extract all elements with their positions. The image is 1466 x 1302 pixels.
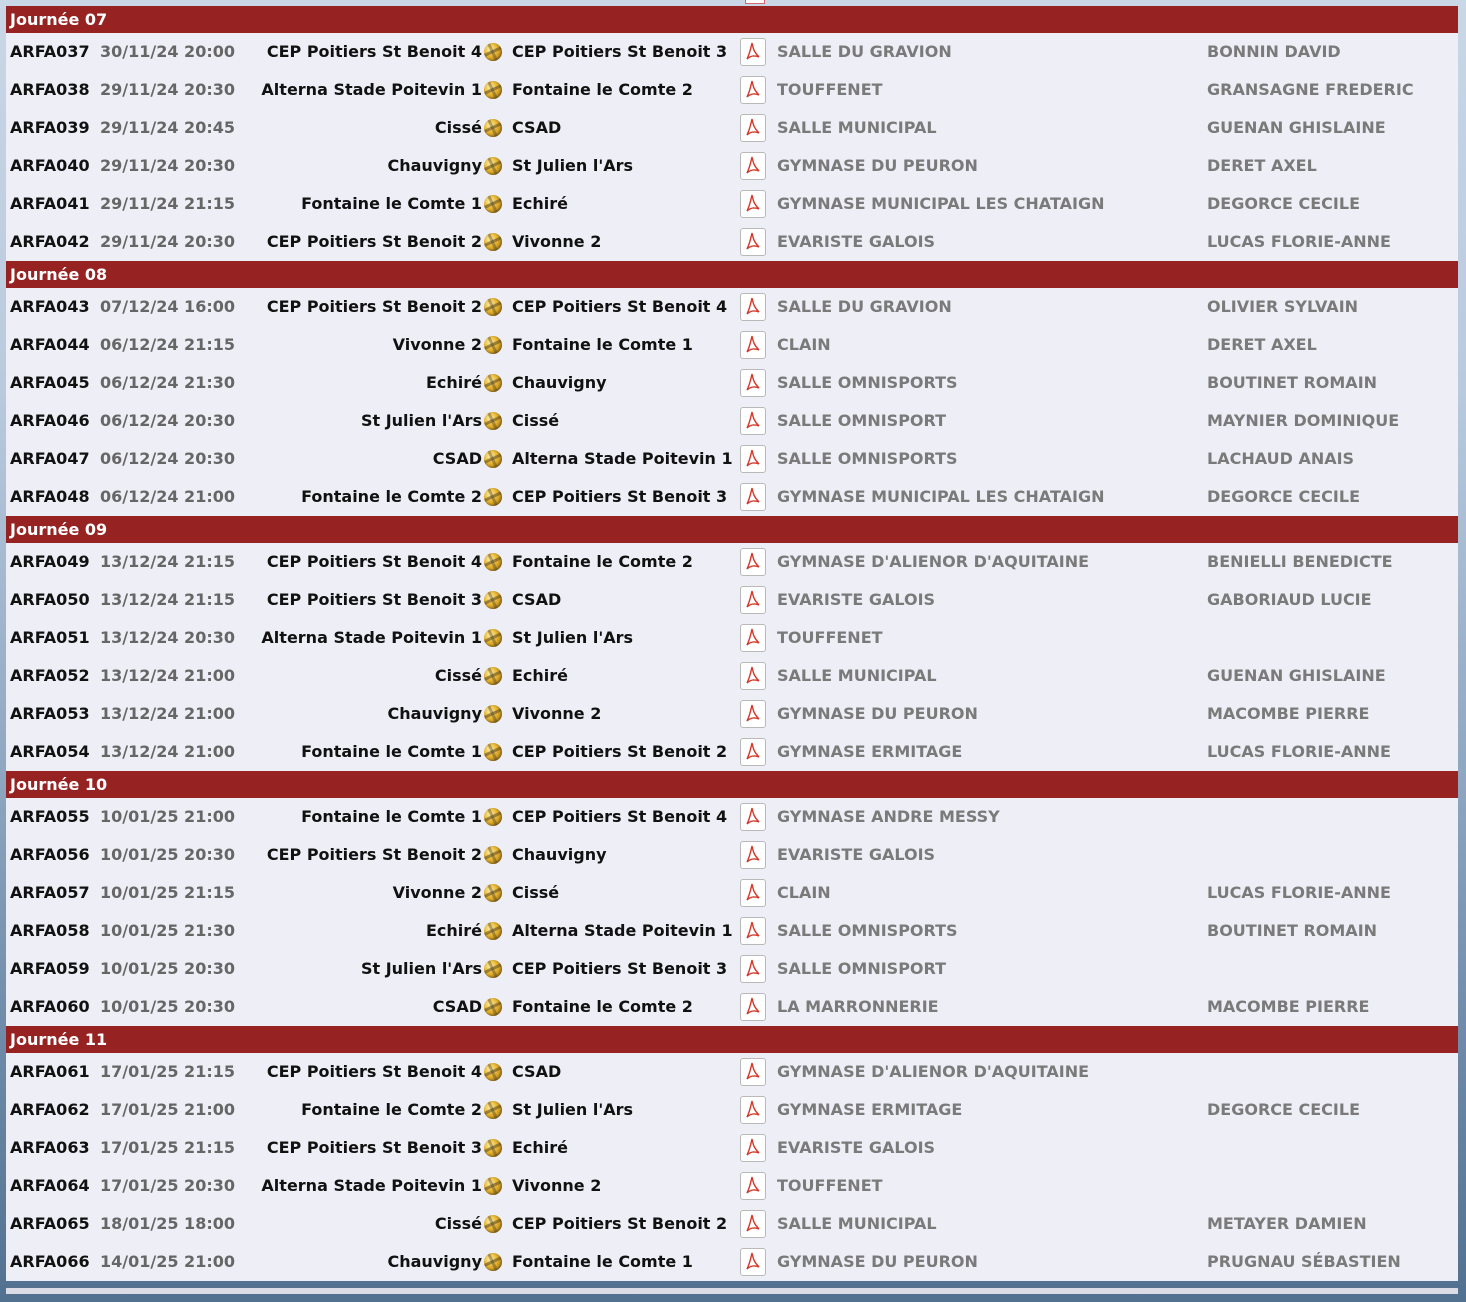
home-team: St Julien l'Ars	[360, 411, 482, 430]
away-team: Echiré	[512, 666, 569, 685]
match-row	[6, 733, 1458, 771]
volleyball-icon	[484, 336, 502, 354]
pdf-icon[interactable]	[740, 483, 766, 511]
away-team: CEP Poitiers St Benoit 4	[512, 807, 728, 826]
match-datetime: 17/01/25 21:15	[100, 1138, 235, 1157]
venue: GYMNASE DU PEURON	[777, 704, 978, 723]
match-datetime: 13/12/24 20:30	[100, 628, 235, 647]
round-header: Journée 10	[6, 771, 1458, 798]
referee: GRANSAGNE FREDERIC	[1207, 80, 1414, 99]
match-code: ARFA066	[10, 1252, 90, 1271]
venue: GYMNASE MUNICIPAL LES CHATAIGN	[777, 487, 1105, 506]
match-row	[6, 71, 1458, 109]
venue: SALLE OMNISPORT	[777, 411, 947, 430]
pdf-icon[interactable]	[740, 624, 766, 652]
match-datetime: 13/12/24 21:15	[100, 590, 235, 609]
referee: DEGORCE CECILE	[1207, 1100, 1360, 1119]
match-datetime: 29/11/24 21:15	[100, 194, 235, 213]
volleyball-icon	[484, 43, 502, 61]
home-team: CEP Poitiers St Benoit 3	[266, 590, 482, 609]
away-team: CSAD	[512, 118, 562, 137]
referee: BENIELLI BENEDICTE	[1207, 552, 1393, 571]
pdf-icon[interactable]	[740, 1248, 766, 1276]
match-code: ARFA048	[10, 487, 90, 506]
pdf-icon[interactable]	[740, 1058, 766, 1086]
home-team: Fontaine le Comte 1	[301, 194, 482, 213]
match-row	[6, 288, 1458, 326]
match-datetime: 10/01/25 20:30	[100, 845, 235, 864]
home-team: CEP Poitiers St Benoit 3	[266, 1138, 482, 1157]
venue: CLAIN	[777, 883, 831, 902]
pdf-icon[interactable]	[740, 228, 766, 256]
match-datetime: 18/01/25 18:00	[100, 1214, 235, 1233]
match-row	[6, 950, 1458, 988]
match-code: ARFA063	[10, 1138, 90, 1157]
match-code: ARFA058	[10, 921, 90, 940]
pdf-icon[interactable]	[740, 331, 766, 359]
volleyball-icon	[484, 1253, 502, 1271]
match-code: ARFA040	[10, 156, 90, 175]
match-code: ARFA061	[10, 1062, 90, 1081]
pdf-icon[interactable]	[740, 445, 766, 473]
match-code: ARFA043	[10, 297, 90, 316]
match-row	[6, 695, 1458, 733]
venue: GYMNASE MUNICIPAL LES CHATAIGN	[777, 194, 1105, 213]
home-team: Chauvigny	[387, 156, 482, 175]
match-row	[6, 619, 1458, 657]
venue: GYMNASE ERMITAGE	[777, 742, 963, 761]
venue: EVARISTE GALOIS	[777, 845, 936, 864]
venue: GYMNASE ERMITAGE	[777, 1100, 963, 1119]
volleyball-icon	[484, 629, 502, 647]
match-datetime: 17/01/25 21:15	[100, 1062, 235, 1081]
venue: SALLE MUNICIPAL	[777, 118, 937, 137]
pdf-icon[interactable]	[740, 841, 766, 869]
volleyball-icon	[484, 298, 502, 316]
volleyball-icon	[484, 922, 502, 940]
volleyball-icon	[484, 808, 502, 826]
match-datetime: 30/11/24 20:00	[100, 42, 235, 61]
match-row	[6, 1129, 1458, 1167]
away-team: CSAD	[512, 590, 562, 609]
home-team: Fontaine le Comte 1	[301, 807, 482, 826]
away-team: CEP Poitiers St Benoit 2	[512, 1214, 728, 1233]
volleyball-icon	[484, 1215, 502, 1233]
volleyball-icon	[484, 667, 502, 685]
match-row	[6, 1243, 1458, 1281]
away-team: St Julien l'Ars	[512, 156, 634, 175]
home-team: Cissé	[434, 118, 482, 137]
referee: GABORIAUD LUCIE	[1207, 590, 1372, 609]
match-datetime: 10/01/25 20:30	[100, 959, 235, 978]
match-code: ARFA037	[10, 42, 90, 61]
away-team: CEP Poitiers St Benoit 4	[512, 297, 728, 316]
round-header: Journée 09	[6, 516, 1458, 543]
away-team: CEP Poitiers St Benoit 3	[512, 42, 728, 61]
pdf-icon[interactable]	[740, 293, 766, 321]
match-datetime: 06/12/24 20:30	[100, 411, 235, 430]
match-code: ARFA049	[10, 552, 90, 571]
pdf-icon[interactable]	[740, 917, 766, 945]
away-team: Fontaine le Comte 2	[512, 997, 693, 1016]
schedule-table	[6, 6, 1458, 1281]
away-team: CEP Poitiers St Benoit 3	[512, 487, 728, 506]
home-team: CSAD	[432, 997, 482, 1016]
pdf-icon[interactable]	[740, 369, 766, 397]
match-row	[6, 478, 1458, 516]
match-row	[6, 912, 1458, 950]
pdf-icon[interactable]	[740, 548, 766, 576]
match-row	[6, 657, 1458, 695]
volleyball-icon	[484, 553, 502, 571]
referee: DERET AXEL	[1207, 335, 1317, 354]
home-team: Chauvigny	[387, 1252, 482, 1271]
pdf-icon[interactable]	[740, 738, 766, 766]
volleyball-icon	[484, 705, 502, 723]
away-team: Cissé	[512, 411, 560, 430]
volleyball-icon	[484, 884, 502, 902]
referee: LUCAS FLORIE-ANNE	[1207, 742, 1391, 761]
away-team: Alterna Stade Poitevin 1	[512, 449, 733, 468]
referee: METAYER DAMIEN	[1207, 1214, 1367, 1233]
match-code: ARFA051	[10, 628, 90, 647]
match-datetime: 10/01/25 21:30	[100, 921, 235, 940]
volleyball-icon	[484, 233, 502, 251]
home-team: Echiré	[425, 921, 482, 940]
match-code: ARFA059	[10, 959, 90, 978]
referee: MACOMBE PIERRE	[1207, 997, 1370, 1016]
referee: OLIVIER SYLVAIN	[1207, 297, 1359, 316]
venue: SALLE OMNISPORTS	[777, 921, 958, 940]
home-team: CEP Poitiers St Benoit 2	[266, 232, 482, 251]
match-row	[6, 1205, 1458, 1243]
pdf-icon-partial	[745, 0, 765, 4]
pdf-icon[interactable]	[740, 1172, 766, 1200]
away-team: Echiré	[512, 194, 569, 213]
match-row	[6, 223, 1458, 261]
referee: MAYNIER DOMINIQUE	[1207, 411, 1400, 430]
match-row	[6, 326, 1458, 364]
round-header: Journée 11	[6, 1026, 1458, 1053]
pdf-icon[interactable]	[740, 76, 766, 104]
home-team: Fontaine le Comte 2	[301, 487, 482, 506]
venue: EVARISTE GALOIS	[777, 590, 936, 609]
match-code: ARFA064	[10, 1176, 90, 1195]
venue: CLAIN	[777, 335, 831, 354]
venue: TOUFFENET	[777, 628, 883, 647]
venue: SALLE MUNICIPAL	[777, 666, 937, 685]
referee: BONNIN DAVID	[1207, 42, 1341, 61]
match-row	[6, 440, 1458, 478]
referee: PRUGNAU SÉBASTIEN	[1207, 1252, 1401, 1271]
venue: GYMNASE D'ALIENOR D'AQUITAINE	[777, 1062, 1090, 1081]
venue: TOUFFENET	[777, 80, 883, 99]
venue: SALLE OMNISPORTS	[777, 449, 958, 468]
match-row	[6, 33, 1458, 71]
match-code: ARFA053	[10, 704, 90, 723]
volleyball-icon	[484, 1101, 502, 1119]
home-team: CEP Poitiers St Benoit 4	[266, 1062, 482, 1081]
referee: BOUTINET ROMAIN	[1207, 921, 1378, 940]
venue: GYMNASE DU PEURON	[777, 1252, 978, 1271]
match-row	[6, 1053, 1458, 1091]
match-code: ARFA041	[10, 194, 90, 213]
away-team: Fontaine le Comte 1	[512, 1252, 693, 1271]
home-team: Vivonne 2	[392, 883, 482, 902]
venue: SALLE DU GRAVION	[777, 297, 952, 316]
match-code: ARFA065	[10, 1214, 90, 1233]
away-team: CEP Poitiers St Benoit 3	[512, 959, 728, 978]
away-team: Fontaine le Comte 1	[512, 335, 693, 354]
referee: DEGORCE CECILE	[1207, 194, 1360, 213]
pdf-icon[interactable]	[740, 662, 766, 690]
match-code: ARFA047	[10, 449, 90, 468]
volleyball-icon	[484, 157, 502, 175]
home-team: Alterna Stade Poitevin 1	[261, 80, 482, 99]
match-datetime: 29/11/24 20:30	[100, 232, 235, 251]
venue: EVARISTE GALOIS	[777, 232, 936, 251]
pdf-icon[interactable]	[740, 114, 766, 142]
referee: LUCAS FLORIE-ANNE	[1207, 232, 1391, 251]
match-row	[6, 147, 1458, 185]
match-row	[6, 185, 1458, 223]
away-team: St Julien l'Ars	[512, 628, 634, 647]
referee: MACOMBE PIERRE	[1207, 704, 1370, 723]
match-datetime: 14/01/25 21:00	[100, 1252, 235, 1271]
match-datetime: 17/01/25 20:30	[100, 1176, 235, 1195]
match-row	[6, 874, 1458, 912]
pdf-icon[interactable]	[740, 407, 766, 435]
match-datetime: 10/01/25 21:00	[100, 807, 235, 826]
pdf-icon[interactable]	[740, 38, 766, 66]
match-datetime: 10/01/25 20:30	[100, 997, 235, 1016]
venue: SALLE MUNICIPAL	[777, 1214, 937, 1233]
match-datetime: 17/01/25 21:00	[100, 1100, 235, 1119]
table-footer	[6, 1288, 1458, 1294]
volleyball-icon	[484, 119, 502, 137]
volleyball-icon	[484, 81, 502, 99]
pdf-icon[interactable]	[740, 152, 766, 180]
match-datetime: 06/12/24 21:00	[100, 487, 235, 506]
home-team: Cissé	[434, 666, 482, 685]
away-team: Vivonne 2	[512, 704, 602, 723]
volleyball-icon	[484, 374, 502, 392]
home-team: Cissé	[434, 1214, 482, 1233]
volleyball-icon	[484, 1177, 502, 1195]
pdf-icon[interactable]	[740, 879, 766, 907]
away-team: Vivonne 2	[512, 232, 602, 251]
volleyball-icon	[484, 591, 502, 609]
referee: DERET AXEL	[1207, 156, 1317, 175]
match-row	[6, 836, 1458, 874]
match-code: ARFA045	[10, 373, 90, 392]
match-code: ARFA057	[10, 883, 90, 902]
venue: GYMNASE D'ALIENOR D'AQUITAINE	[777, 552, 1090, 571]
home-team: CEP Poitiers St Benoit 2	[266, 845, 482, 864]
away-team: Alterna Stade Poitevin 1	[512, 921, 733, 940]
match-code: ARFA042	[10, 232, 90, 251]
volleyball-icon	[484, 743, 502, 761]
away-team: Chauvigny	[512, 373, 607, 392]
pdf-icon[interactable]	[740, 955, 766, 983]
volleyball-icon	[484, 1139, 502, 1157]
home-team: Alterna Stade Poitevin 1	[261, 1176, 482, 1195]
pdf-icon[interactable]	[740, 1096, 766, 1124]
referee: LACHAUD ANAIS	[1207, 449, 1355, 468]
home-team: Alterna Stade Poitevin 1	[261, 628, 482, 647]
away-team: Vivonne 2	[512, 1176, 602, 1195]
pdf-icon[interactable]	[740, 190, 766, 218]
venue: SALLE DU GRAVION	[777, 42, 952, 61]
pdf-icon[interactable]	[740, 700, 766, 728]
home-team: Vivonne 2	[392, 335, 482, 354]
venue: GYMNASE DU PEURON	[777, 156, 978, 175]
match-row	[6, 1167, 1458, 1205]
home-team: CEP Poitiers St Benoit 2	[266, 297, 482, 316]
home-team: Chauvigny	[387, 704, 482, 723]
match-code: ARFA055	[10, 807, 90, 826]
referee: GUENAN GHISLAINE	[1207, 666, 1386, 685]
away-team: Fontaine le Comte 2	[512, 552, 693, 571]
referee: GUENAN GHISLAINE	[1207, 118, 1386, 137]
volleyball-icon	[484, 960, 502, 978]
match-code: ARFA062	[10, 1100, 90, 1119]
volleyball-icon	[484, 846, 502, 864]
pdf-icon[interactable]	[740, 1210, 766, 1238]
match-row	[6, 798, 1458, 836]
referee: BOUTINET ROMAIN	[1207, 373, 1378, 392]
match-code: ARFA054	[10, 742, 90, 761]
home-team: CEP Poitiers St Benoit 4	[266, 552, 482, 571]
volleyball-icon	[484, 195, 502, 213]
home-team: Fontaine le Comte 2	[301, 1100, 482, 1119]
home-team: Fontaine le Comte 1	[301, 742, 482, 761]
volleyball-icon	[484, 450, 502, 468]
match-datetime: 13/12/24 21:15	[100, 552, 235, 571]
venue: SALLE OMNISPORTS	[777, 373, 958, 392]
match-datetime: 13/12/24 21:00	[100, 742, 235, 761]
match-row	[6, 402, 1458, 440]
match-datetime: 13/12/24 21:00	[100, 704, 235, 723]
home-team: St Julien l'Ars	[360, 959, 482, 978]
match-datetime: 13/12/24 21:00	[100, 666, 235, 685]
match-row	[6, 109, 1458, 147]
match-code: ARFA039	[10, 118, 90, 137]
away-team: CEP Poitiers St Benoit 2	[512, 742, 728, 761]
match-code: ARFA044	[10, 335, 90, 354]
match-code: ARFA060	[10, 997, 90, 1016]
match-code: ARFA050	[10, 590, 90, 609]
venue: SALLE OMNISPORT	[777, 959, 947, 978]
home-team: CEP Poitiers St Benoit 4	[266, 42, 482, 61]
referee: LUCAS FLORIE-ANNE	[1207, 883, 1391, 902]
match-code: ARFA038	[10, 80, 90, 99]
away-team: Fontaine le Comte 2	[512, 80, 693, 99]
away-team: Cissé	[512, 883, 560, 902]
away-team: CSAD	[512, 1062, 562, 1081]
match-code: ARFA046	[10, 411, 90, 430]
round-header: Journée 08	[6, 261, 1458, 288]
venue: LA MARRONNERIE	[777, 997, 939, 1016]
match-row	[6, 1091, 1458, 1129]
match-datetime: 29/11/24 20:30	[100, 156, 235, 175]
volleyball-icon	[484, 412, 502, 430]
venue: GYMNASE ANDRE MESSY	[777, 807, 1000, 826]
match-datetime: 29/11/24 20:45	[100, 118, 235, 137]
pdf-icon[interactable]	[740, 586, 766, 614]
volleyball-icon	[484, 998, 502, 1016]
pdf-icon[interactable]	[740, 803, 766, 831]
referee: DEGORCE CECILE	[1207, 487, 1360, 506]
volleyball-icon	[484, 1063, 502, 1081]
venue: TOUFFENET	[777, 1176, 883, 1195]
match-datetime: 29/11/24 20:30	[100, 80, 235, 99]
match-datetime: 06/12/24 21:30	[100, 373, 235, 392]
match-row	[6, 581, 1458, 619]
match-code: ARFA056	[10, 845, 90, 864]
match-row	[6, 543, 1458, 581]
round-header: Journée 07	[6, 6, 1458, 33]
match-datetime: 07/12/24 16:00	[100, 297, 235, 316]
match-code: ARFA052	[10, 666, 90, 685]
match-datetime: 06/12/24 21:15	[100, 335, 235, 354]
home-team: Echiré	[425, 373, 482, 392]
away-team: St Julien l'Ars	[512, 1100, 634, 1119]
pdf-icon[interactable]	[740, 1134, 766, 1162]
volleyball-icon	[484, 488, 502, 506]
match-row	[6, 988, 1458, 1026]
away-team: Echiré	[512, 1138, 569, 1157]
home-team: CSAD	[432, 449, 482, 468]
match-row	[6, 364, 1458, 402]
venue: EVARISTE GALOIS	[777, 1138, 936, 1157]
away-team: Chauvigny	[512, 845, 607, 864]
match-datetime: 06/12/24 20:30	[100, 449, 235, 468]
pdf-icon[interactable]	[740, 993, 766, 1021]
match-datetime: 10/01/25 21:15	[100, 883, 235, 902]
